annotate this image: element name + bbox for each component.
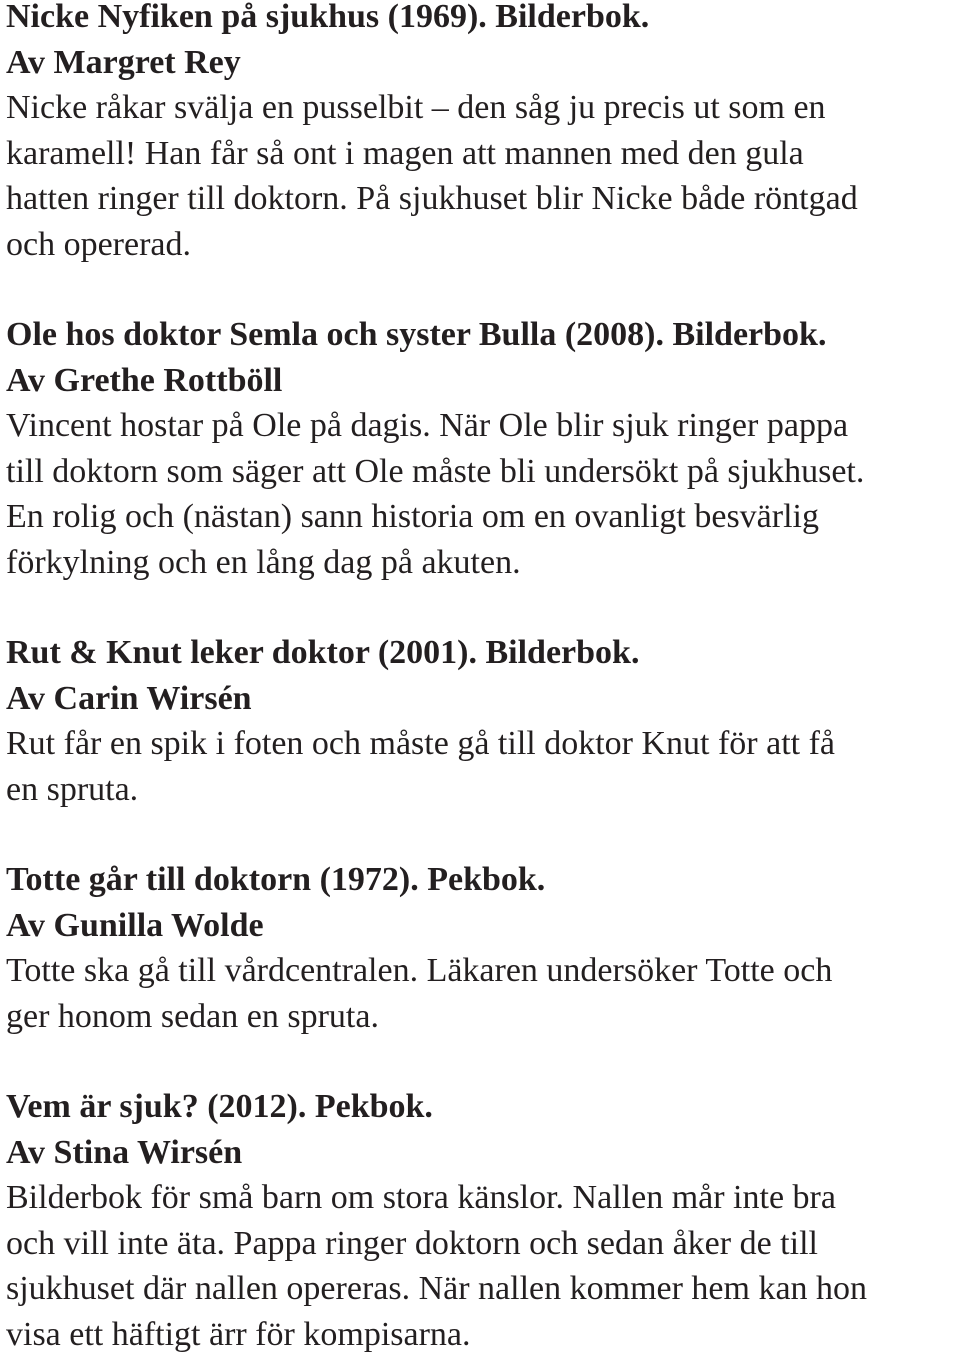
book-description-line: Bilderbok för små barn om stora känslor. Nallen mår inte bra [6, 1175, 960, 1221]
book-entry [6, 0, 960, 267]
book-description-line: förkylning och en lång dag på akuten. [6, 540, 960, 586]
book-entry [6, 312, 960, 585]
book-description-line: hatten ringer till doktorn. På sjukhuset blir Nicke både röntgad [6, 176, 960, 222]
book-title: Rut & Knut leker doktor (2001). Bilderbok. [6, 630, 960, 676]
book-description-line: en spruta. [6, 767, 960, 813]
book-entry [6, 630, 960, 812]
book-author: Av Grethe Rottböll [6, 358, 960, 404]
book-description-line: visa ett häftigt ärr för kompisarna. [6, 1312, 960, 1357]
book-description-line: karamell! Han får så ont i magen att mannen med den gula [6, 131, 960, 177]
book-description-line: Rut får en spik i foten och måste gå till doktor Knut för att få [6, 721, 960, 767]
book-description-line: och vill inte äta. Pappa ringer doktorn och sedan åker de till [6, 1221, 960, 1267]
book-description-line: sjukhuset där nallen opereras. När nallen kommer hem kan hon [6, 1266, 960, 1312]
book-description-line: Nicke råkar svälja en pusselbit – den såg ju precis ut som en [6, 85, 960, 131]
book-entry [6, 1084, 960, 1357]
book-description-line: Vincent hostar på Ole på dagis. När Ole blir sjuk ringer pappa [6, 403, 960, 449]
book-title: Ole hos doktor Semla och syster Bulla (2008). Bilderbok. [6, 312, 960, 358]
book-author: Av Gunilla Wolde [6, 903, 960, 949]
book-author: Av Stina Wirsén [6, 1130, 960, 1176]
book-description-line: och opererad. [6, 222, 960, 268]
book-author: Av Margret Rey [6, 40, 960, 86]
book-title: Vem är sjuk? (2012). Pekbok. [6, 1084, 960, 1130]
book-title: Totte går till doktorn (1972). Pekbok. [6, 857, 960, 903]
book-description-line: Totte ska gå till vårdcentralen. Läkaren undersöker Totte och [6, 948, 960, 994]
book-description-line: till doktorn som säger att Ole måste bli undersökt på sjukhuset. [6, 449, 960, 495]
book-entry [6, 857, 960, 1039]
book-description-line: En rolig och (nästan) sann historia om en ovanligt besvärlig [6, 494, 960, 540]
book-title: Nicke Nyfiken på sjukhus (1969). Bilderbok. [6, 0, 960, 40]
book-description-line: ger honom sedan en spruta. [6, 994, 960, 1040]
book-author: Av Carin Wirsén [6, 676, 960, 722]
